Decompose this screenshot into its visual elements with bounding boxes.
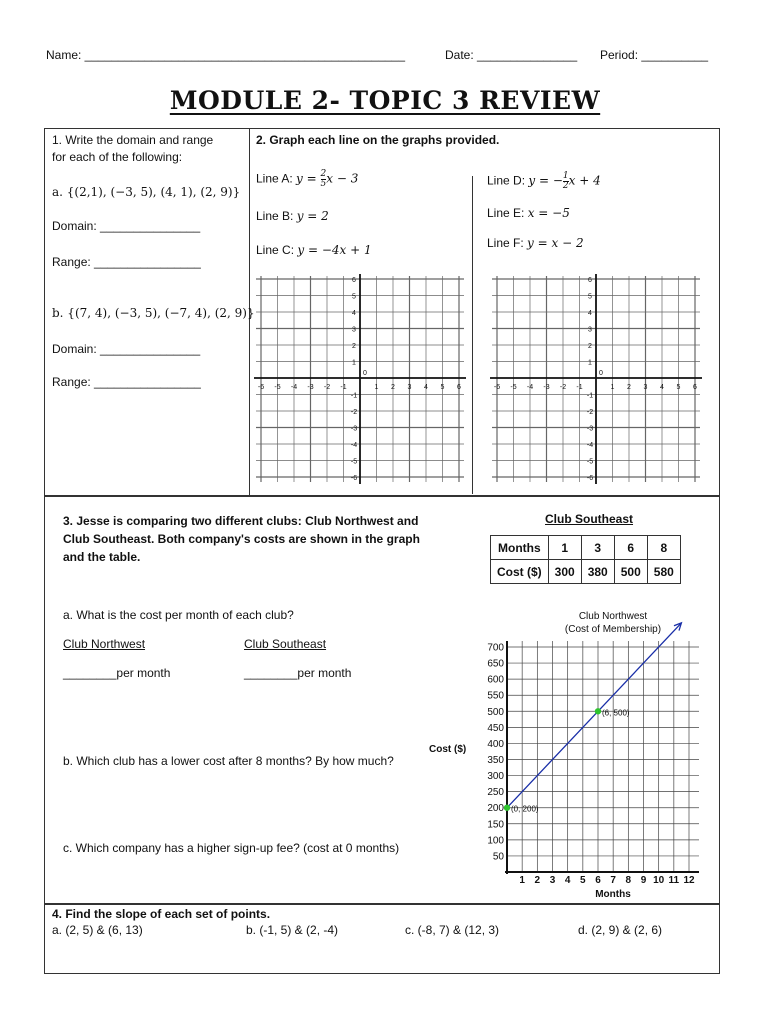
q1-set-a: a. {(2,1), (−3, 5), (4, 1), (2, 9)} [52,185,241,199]
y-tick-label: 2 [352,343,356,350]
x-tick-label: -3 [307,384,314,391]
table-cell: 500 [614,560,647,584]
q4-prompt: 4. Find the slope of each set of points. [52,907,271,921]
x-tick-label: -4 [290,384,298,391]
y-tick-label: -4 [586,442,594,449]
x-tick-label: -5 [274,384,281,391]
y-axis-label: Cost ($) [429,744,467,755]
q2-prompt: 2. Graph each line on the graphs provided. [256,133,500,147]
y-tick-label: 250 [487,787,504,799]
q1a-range-field[interactable]: Range: ________________ [52,255,201,269]
graph-divider [472,176,473,494]
q3c-prompt: c. Which company has a higher sign-up fee? (cost at 0 months) [63,841,400,855]
q3a-prompt: a. What is the cost per month of each club? [63,608,294,622]
club-northwest-label: Club Northwest [63,637,146,651]
y-tick-label: 6 [352,277,356,284]
y-tick-label: 350 [487,755,504,766]
table-cell: Cost ($) [491,560,549,584]
chart-subtitle: (Cost of Membership) [564,624,662,635]
data-point-label: (6, 500) [602,708,630,718]
x-tick-label: 3 [549,875,556,886]
y-tick-label: 50 [492,851,504,863]
x-tick-label: 1 [610,384,615,391]
table-cell: 380 [581,560,614,584]
y-tick-label: 2 [588,343,592,350]
y-tick-label: 5 [588,293,592,301]
coordinate-grid-left[interactable] [254,274,466,484]
data-point [595,708,601,714]
x-tick-label: -2 [323,384,331,391]
table-cell: 580 [647,560,680,584]
y-tick-label: -3 [350,425,358,433]
y-tick-label: 400 [487,738,504,750]
x-tick-label: 1 [374,384,379,391]
y-tick-label: 500 [487,706,504,718]
series-line [507,623,681,808]
y-tick-label: 4 [352,310,356,317]
x-tick-label: -6 [257,384,265,391]
y-tick-label: 1 [588,359,592,367]
q1-set-b: b. {(7, 4), (−3, 5), (−7, 4), (2, 9)} [52,306,255,320]
y-tick-label: -6 [586,475,594,482]
period-field[interactable]: Period: __________ [600,48,709,62]
data-point [504,805,510,811]
x-tick-label: 8 [625,875,632,886]
x-tick-label: 4 [424,384,428,391]
q3-prompt-line1: 3. Jesse is comparing two different clubs: Club Northwest and [63,514,419,528]
y-tick-label: -5 [586,458,594,466]
x-tick-label: 3 [407,384,412,391]
line-b-equation: Line B: y = 2 [256,209,329,223]
x-tick-label: 6 [693,384,697,391]
q1b-domain-field[interactable]: Domain: _______________ [52,342,201,356]
x-tick-label: -1 [576,384,583,391]
q3-prompt-line2: Club Southeast. Both company's costs are shown in the graph [63,532,420,546]
q4a-points: a. (2, 5) & (6, 13) [52,923,143,937]
table-cell: 1 [548,536,581,560]
chart-title: Club Northwest [578,611,648,622]
coordinate-grid-right[interactable] [490,274,702,484]
y-tick-label: -5 [350,458,358,466]
x-tick-label: -1 [340,384,347,391]
y-tick-label: 3 [352,326,356,334]
x-tick-label: 2 [534,875,541,886]
table-cell: 300 [548,560,581,584]
q1a-domain-field[interactable]: Domain: _______________ [52,219,201,233]
club-southeast-table-title: Club Southeast [545,512,634,526]
x-tick-label: 4 [660,384,664,391]
x-tick-label: 2 [391,384,395,391]
y-tick-label: 700 [487,642,504,654]
y-tick-label: 4 [588,310,592,317]
x-tick-label: 5 [580,875,586,886]
page-title: MODULE 2- TOPIC 3 REVIEW [169,86,601,115]
x-tick-label: 2 [627,384,631,391]
x-tick-label: 1 [519,875,525,886]
y-tick-label: -1 [350,392,358,400]
x-tick-label: 12 [683,875,695,886]
q4c-points: c. (-8, 7) & (12, 3) [405,923,500,937]
y-tick-label: 200 [487,803,504,815]
q1-prompt-line1: 1. Write the domain and range [52,133,214,147]
x-tick-label: -6 [493,384,501,391]
y-tick-label: 6 [588,277,592,284]
y-tick-label: 1 [352,359,356,367]
x-tick-label: 6 [595,875,601,886]
date-field[interactable]: Date: _______________ [445,48,578,62]
table-row [491,536,681,560]
x-tick-label: -2 [559,384,567,391]
data-point-label: (0, 200) [511,804,539,814]
table-cell: 6 [614,536,647,560]
club-northwest-chart [425,604,715,900]
x-tick-label: 6 [457,384,461,391]
x-axis-label: Months [595,889,631,900]
x-tick-label: 11 [668,875,680,886]
x-tick-label: 10 [653,875,665,886]
table-cell: 3 [581,536,614,560]
table-cell: 8 [647,536,680,560]
y-tick-label: -3 [586,425,594,433]
x-tick-label: -3 [543,384,550,391]
line-c-equation: Line C: y = −4x + 1 [256,243,372,257]
table-cell: Months [491,536,549,560]
origin-label: 0 [363,370,367,377]
q1b-range-field[interactable]: Range: ________________ [52,375,201,389]
x-tick-label: -5 [510,384,517,391]
y-tick-label: -6 [350,475,358,482]
southeast-per-month-field[interactable]: ________per month [244,666,352,680]
line-d-equation: Line D: y = − $\frac{1}{2}$ x + 4 [487,171,601,191]
line-a-equation: Line A: y = $\frac{2}{5}$ x − 3 [256,169,359,189]
y-tick-label: 100 [487,835,504,847]
x-tick-label: 5 [440,384,445,391]
x-tick-label: -4 [526,384,534,391]
origin-label: 0 [599,370,603,377]
y-tick-label: 5 [352,293,356,301]
y-tick-label: 550 [487,690,504,702]
y-tick-label: 650 [487,658,504,670]
y-tick-label: 450 [487,722,504,734]
name-field[interactable]: Name: ________________________________________________ [46,48,406,62]
y-tick-label: -2 [350,409,358,416]
line-f-equation: Line F: y = x − 2 [487,236,584,250]
line-e-equation: Line E: x = −5 [487,206,570,220]
club-southeast-label: Club Southeast [244,637,327,651]
x-tick-label: 3 [643,384,648,391]
x-tick-label: 9 [640,875,647,886]
y-tick-label: 150 [487,819,504,831]
q4d-points: d. (2, 9) & (2, 6) [578,923,663,937]
y-tick-label: 600 [487,674,504,686]
y-tick-label: 3 [588,326,592,334]
x-tick-label: 5 [676,384,681,391]
q1-prompt-line2: for each of the following: [52,150,183,164]
northwest-per-month-field[interactable]: ________per month [63,666,171,680]
club-southeast-table [490,535,681,584]
q3b-prompt: b. Which club has a lower cost after 8 months? By how much? [63,754,394,768]
q3-prompt-line3: and the table. [63,550,141,564]
y-tick-label: -1 [586,392,594,400]
x-tick-label: 4 [564,875,571,886]
y-tick-label: 300 [487,771,504,783]
table-row [491,560,681,584]
y-tick-label: -2 [586,409,594,416]
x-tick-label: 7 [610,875,616,886]
q4b-points: b. (-1, 5) & (2, -4) [246,923,339,937]
y-tick-label: -4 [350,442,358,449]
